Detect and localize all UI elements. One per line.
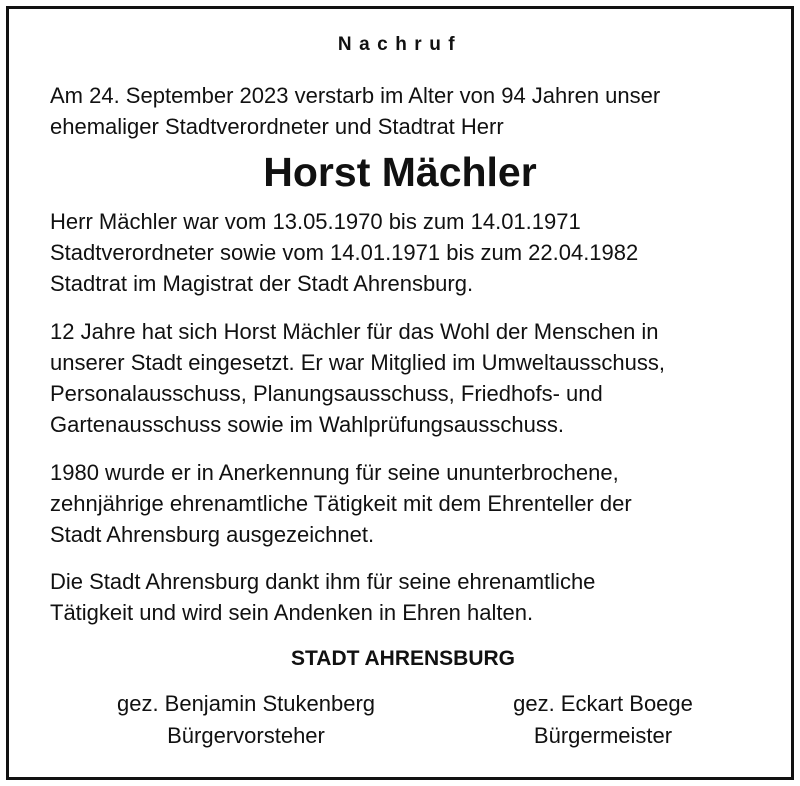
paragraph-committees (50, 316, 770, 440)
text-line: ehemaliger Stadtverordneter und Stadtrat Herr (50, 114, 504, 139)
text-line: Stadt Ahrensburg ausgezeichnet. (50, 522, 375, 547)
organization-name: STADT AHRENSBURG (291, 647, 515, 670)
signatory-name: gez. Benjamin Stukenberg (116, 691, 376, 716)
signatory-title: Bürgervorsteher (167, 723, 325, 748)
text-line: Stadtverordneter sowie vom 14.01.1971 bis zum 22.04.1982 (50, 240, 639, 265)
text-line: 12 Jahre hat sich Horst Mächler für das Wohl der Menschen in (50, 319, 659, 344)
text-line: 1980 wurde er in Anerkennung für seine ununterbrochene, (50, 460, 619, 485)
text-line: Gartenausschuss sowie im Wahlprüfungsausschuss. (50, 412, 564, 437)
text-line: Personalausschuss, Planungsausschuss, Friedhofs- und (50, 381, 603, 406)
text-line: Herr Mächler war vom 13.05.1970 bis zum 14.01.1971 (50, 209, 581, 234)
signature-block-left (96, 688, 396, 752)
intro-paragraph (50, 80, 770, 142)
signatory-title: Bürgermeister (533, 723, 673, 748)
signature-block-right (458, 688, 748, 752)
deceased-name: Horst Mächler (263, 149, 537, 195)
paragraph-thanks (50, 566, 770, 628)
text-line: unserer Stadt eingesetzt. Er war Mitglied im Umweltausschuss, (50, 350, 666, 375)
signatory-name: gez. Eckart Boege (513, 691, 693, 716)
text-line: Stadtrat im Magistrat der Stadt Ahrensburg. (50, 271, 474, 296)
notice-heading: Nachruf (337, 34, 463, 55)
text-line: Tätigkeit und wird sein Andenken in Ehren halten. (50, 600, 534, 625)
paragraph-career (50, 206, 770, 299)
text-line: zehnjährige ehrenamtliche Tätigkeit mit dem Ehrenteller der (50, 491, 632, 516)
text-line: Die Stadt Ahrensburg dankt ihm für seine ehrenamtliche (50, 569, 596, 594)
text-line: Am 24. September 2023 verstarb im Alter von 94 Jahren unser (50, 83, 661, 108)
paragraph-award (50, 457, 770, 550)
